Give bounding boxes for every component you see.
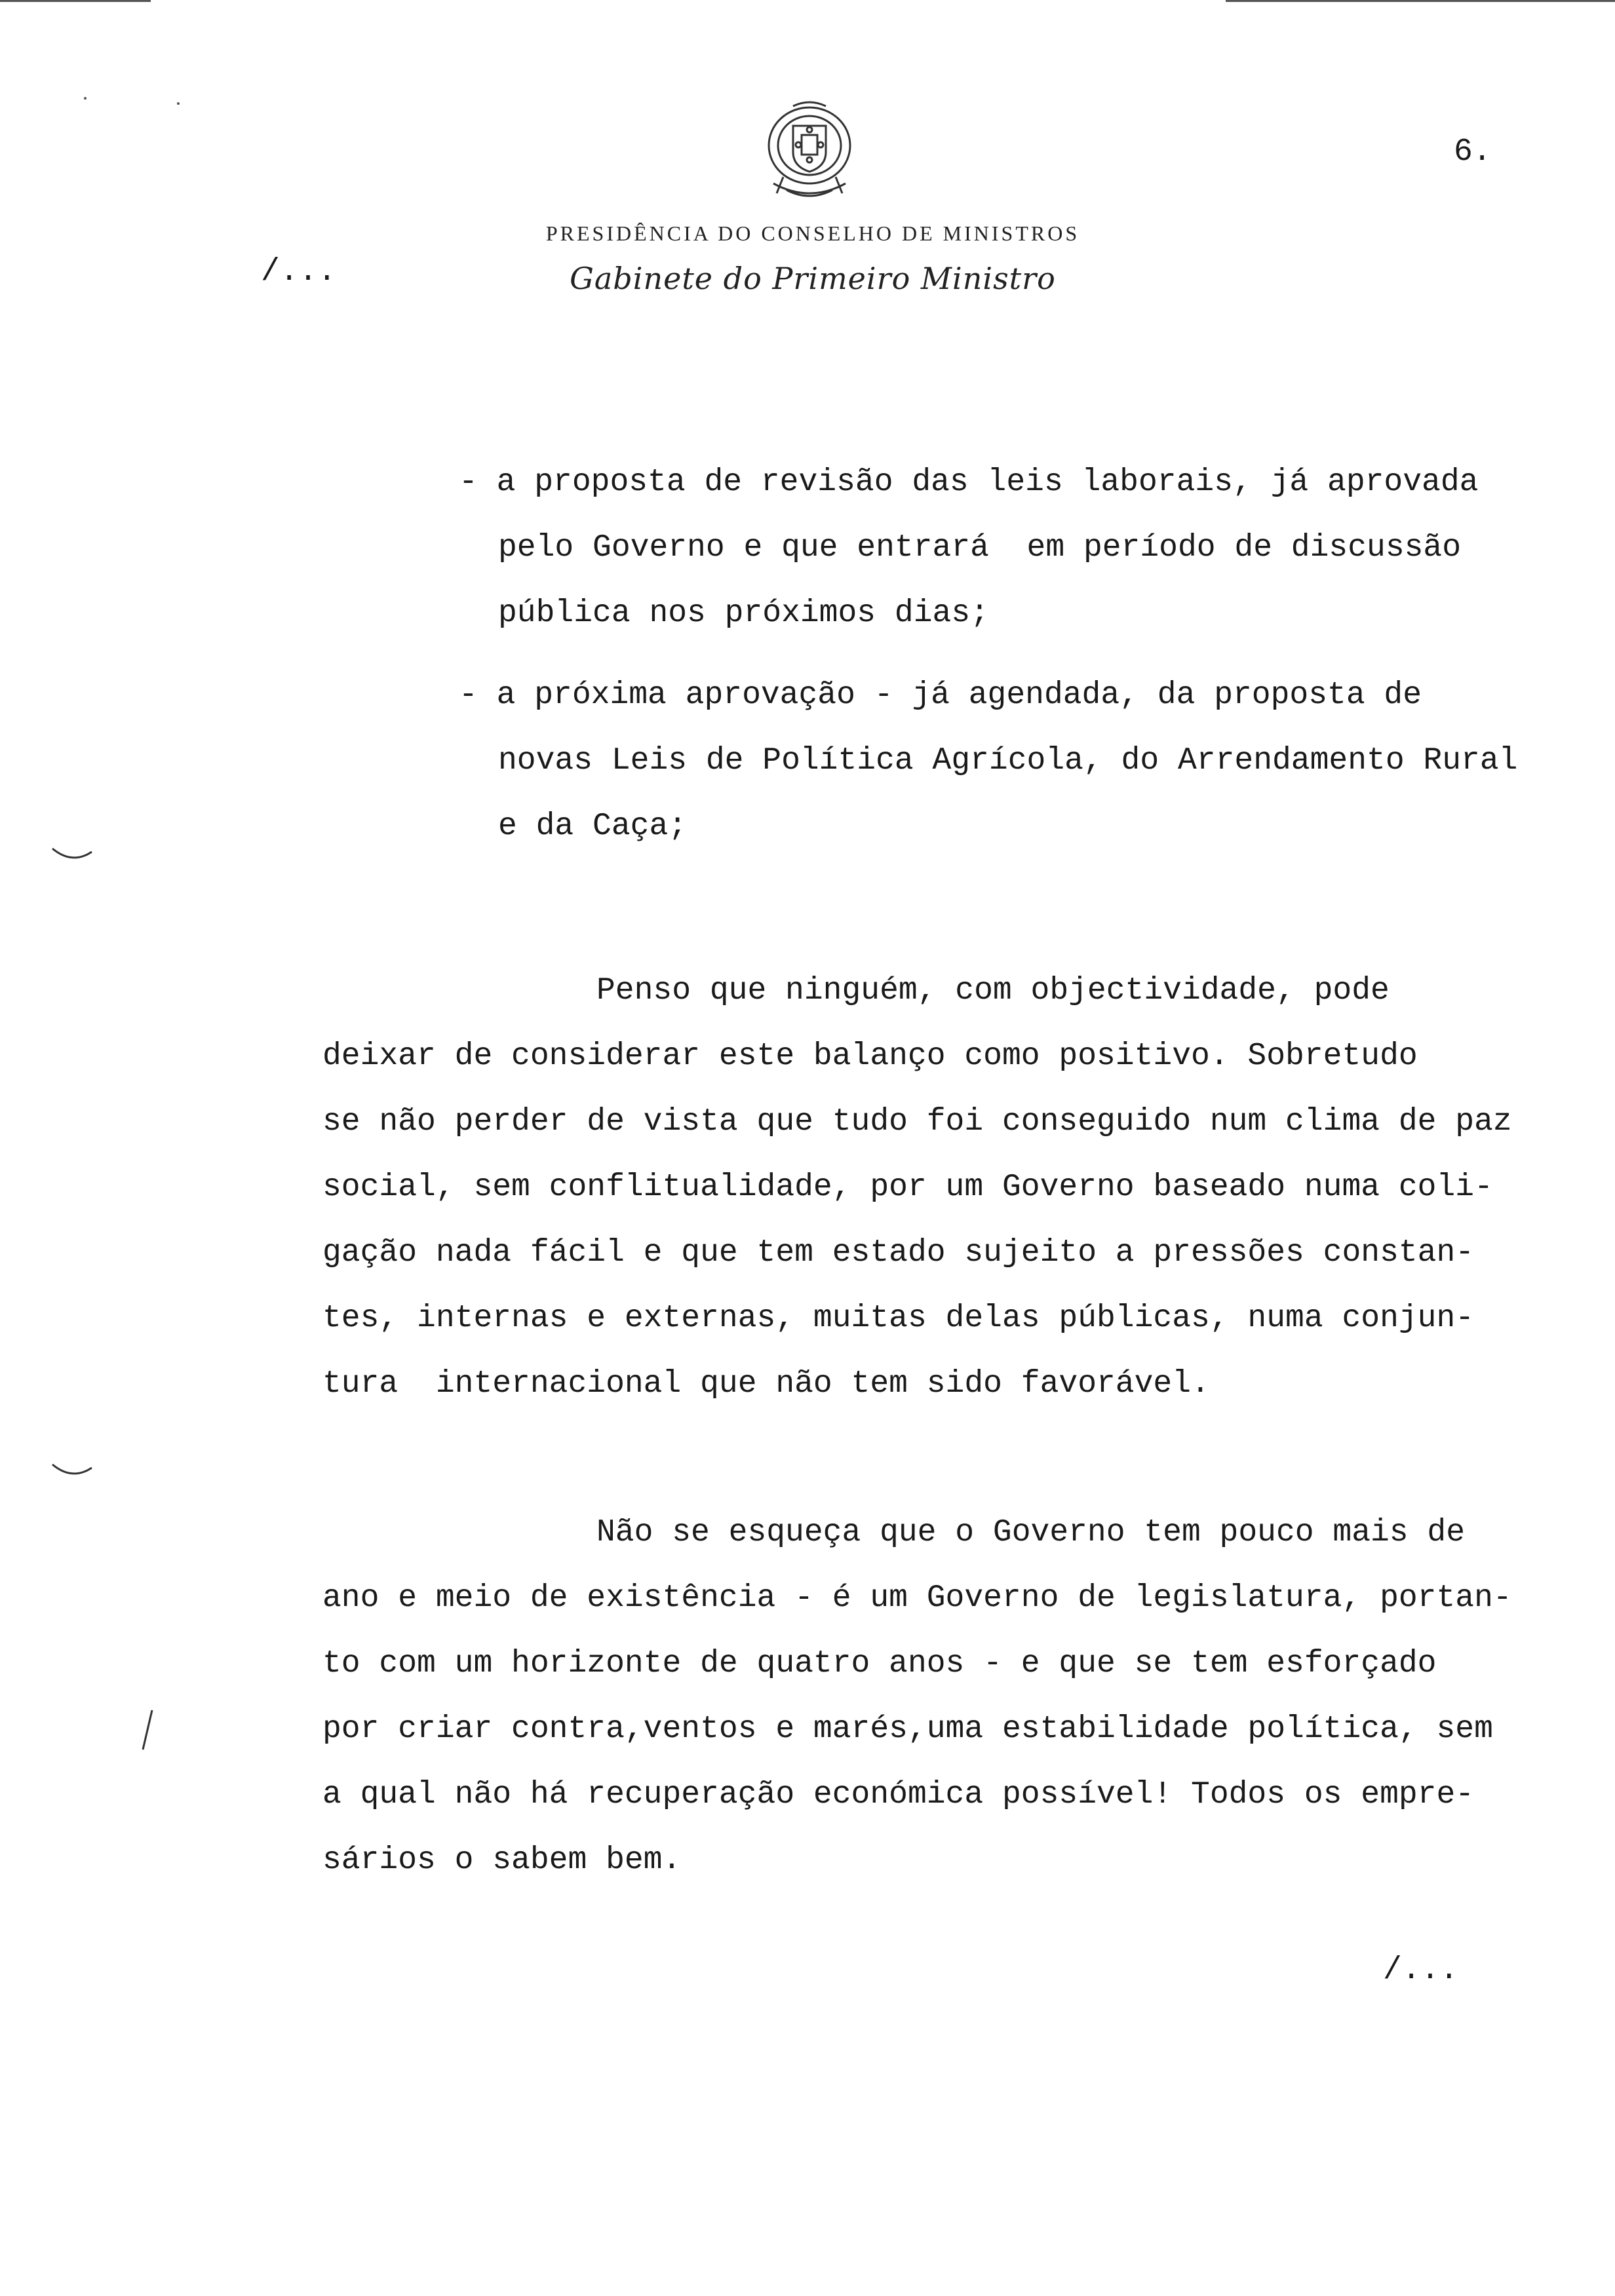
bullet2-line3: e da Caça; xyxy=(498,809,688,844)
para1-line4: social, sem conflitualidade, por um Governo baseado numa coli- xyxy=(322,1170,1493,1205)
para2-line5: a qual não há recuperação económica possível! Todos os empre- xyxy=(322,1777,1475,1812)
bullet2-line2: novas Leis de Política Agrícola, do Arrendamento Rural xyxy=(498,743,1518,778)
pen-stroke-mark xyxy=(138,1707,157,1753)
bullet1-line3: pública nos próximos dias; xyxy=(498,596,989,631)
para1-line7: tura internacional que não tem sido favorável. xyxy=(322,1366,1210,1402)
speck-dot xyxy=(172,97,185,110)
para2-line2: ano e meio de existência - é um Governo de legislatura, portan- xyxy=(322,1580,1512,1616)
para2-line4: por criar contra,ventos e marés,uma estabilidade política, sem xyxy=(322,1712,1493,1747)
para2-line6: sários o sabem bem. xyxy=(322,1843,682,1878)
para1-line6: tes, internas e externas, muitas delas públicas, numa conjun- xyxy=(322,1301,1475,1336)
continuation-mark-top: /... xyxy=(261,254,337,290)
scan-edge-line-right xyxy=(1226,0,1615,2)
para1-line3: se não perder de vista que tudo foi conseguido num clima de paz xyxy=(322,1104,1512,1139)
scan-edge-line-left xyxy=(0,0,151,2)
para1-line5: gação nada fácil e que tem estado sujeito a pressões constan- xyxy=(322,1235,1475,1271)
bullet2-line1: - a próxima aprovação - já agendada, da proposta de xyxy=(459,678,1422,713)
speck-dot xyxy=(79,92,92,105)
binder-hole-mark-upper xyxy=(49,845,95,865)
para2-line1: Não se esqueça que o Governo tem pouco mais de xyxy=(596,1515,1466,1550)
page-number: 6. xyxy=(1454,134,1492,170)
para2-line3: to com um horizonte de quatro anos - e que se tem esforçado xyxy=(322,1646,1437,1681)
organization-name: PRESIDÊNCIA DO CONSELHO DE MINISTROS xyxy=(545,221,1080,245)
seal-icon xyxy=(747,92,872,210)
bullet1-line2: pelo Governo e que entrará em período de discussão xyxy=(498,530,1462,565)
continuation-mark-bottom: /... xyxy=(1383,1953,1459,1988)
cabinet-subtitle: Gabinete do Primeiro Ministro xyxy=(570,261,1056,296)
para1-line2: deixar de considerar este balanço como positivo. Sobretudo xyxy=(322,1039,1418,1074)
binder-hole-mark-lower xyxy=(49,1461,95,1481)
para1-line1: Penso que ninguém, com objectividade, pode xyxy=(596,973,1390,1008)
bullet1-line1: - a proposta de revisão das leis laborais, já aprovada xyxy=(459,465,1479,500)
